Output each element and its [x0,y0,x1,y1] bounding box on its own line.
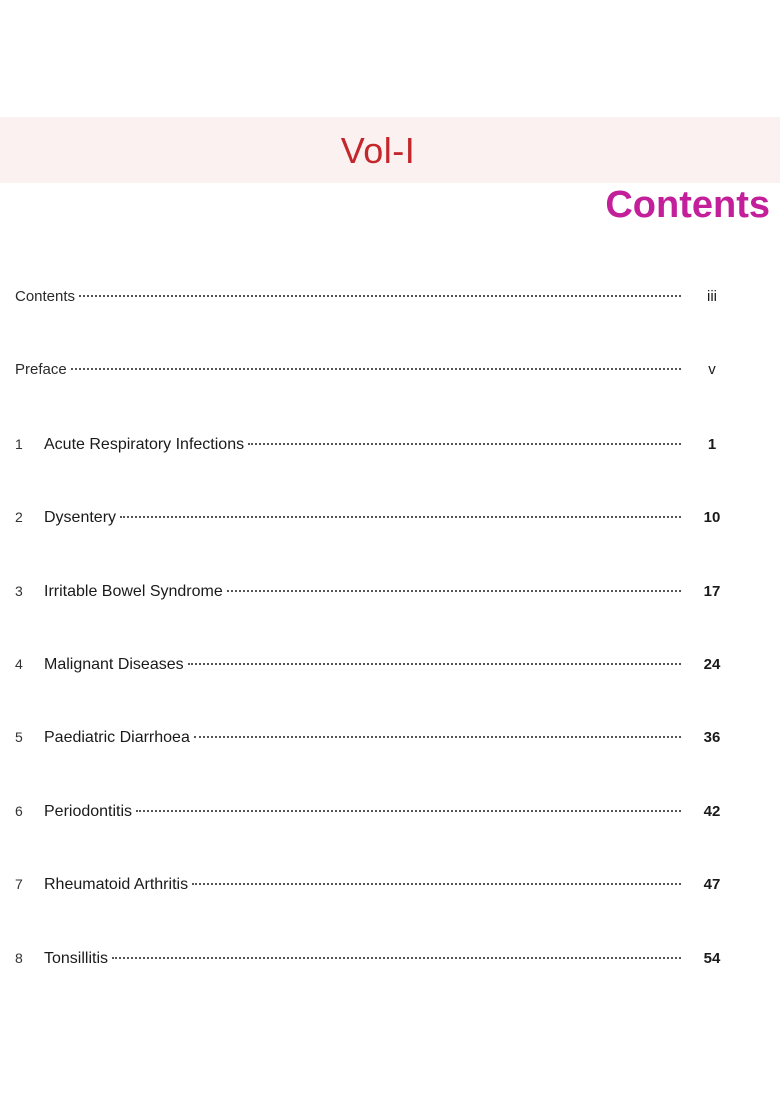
toc-page: iii [707,288,717,305]
toc-entry-chapter-7[interactable] [15,873,725,946]
dot-leader [248,443,681,445]
toc-page: 36 [703,729,721,747]
page-title: Contents [605,184,770,226]
toc-entry-chapter-1[interactable] [15,433,725,506]
toc-page: 10 [703,509,721,527]
toc-number: 6 [15,802,23,819]
dot-leader [188,663,681,665]
toc-entry-chapter-3[interactable] [15,580,725,653]
toc-number: 2 [15,509,23,526]
dot-leader [112,957,681,959]
toc-title: Paediatric Diarrhoea [44,729,190,747]
dot-leader [71,368,681,370]
dot-leader [79,295,681,297]
volume-title: Vol-I [340,130,416,171]
toc-page: v [708,361,716,379]
toc-title: Tonsillitis [44,949,109,967]
toc-title: Dysentery [44,509,117,527]
toc-entry-chapter-5[interactable] [15,726,725,799]
toc-title: Acute Respiratory Infections [44,435,245,453]
toc-entry-chapter-2[interactable] [15,506,725,579]
toc-page: 24 [703,655,721,673]
toc-number: 4 [15,655,23,672]
toc-title: Malignant Diseases [44,655,184,673]
toc-page: 47 [703,876,721,894]
toc-entry-chapter-8[interactable] [15,947,725,1020]
toc-title: Preface [15,361,67,379]
toc-title: Rheumatoid Arthritis [44,876,189,894]
toc-title: Irritable Bowel Syndrome [44,582,223,600]
dot-leader [120,516,681,518]
toc-number: 8 [15,949,23,966]
toc-page: 42 [703,802,721,820]
dot-leader [136,810,681,812]
toc-number: 1 [15,435,23,452]
dot-leader [194,736,681,738]
dot-leader [227,590,681,592]
toc-page: 54 [703,949,721,967]
dot-leader [192,883,681,885]
toc-entry-preface[interactable] [15,359,725,432]
toc-entry-chapter-4[interactable] [15,653,725,726]
toc-title: Contents [15,288,76,305]
toc-page: 1 [707,435,717,453]
toc-number: 3 [15,582,23,599]
toc-title: Periodontitis [44,802,133,820]
toc-number: 5 [15,729,23,746]
table-of-contents [15,286,725,1020]
toc-entry-contents[interactable] [15,286,725,359]
toc-entry-chapter-6[interactable] [15,800,725,873]
toc-number: 7 [15,876,23,893]
toc-page: 17 [703,582,721,600]
